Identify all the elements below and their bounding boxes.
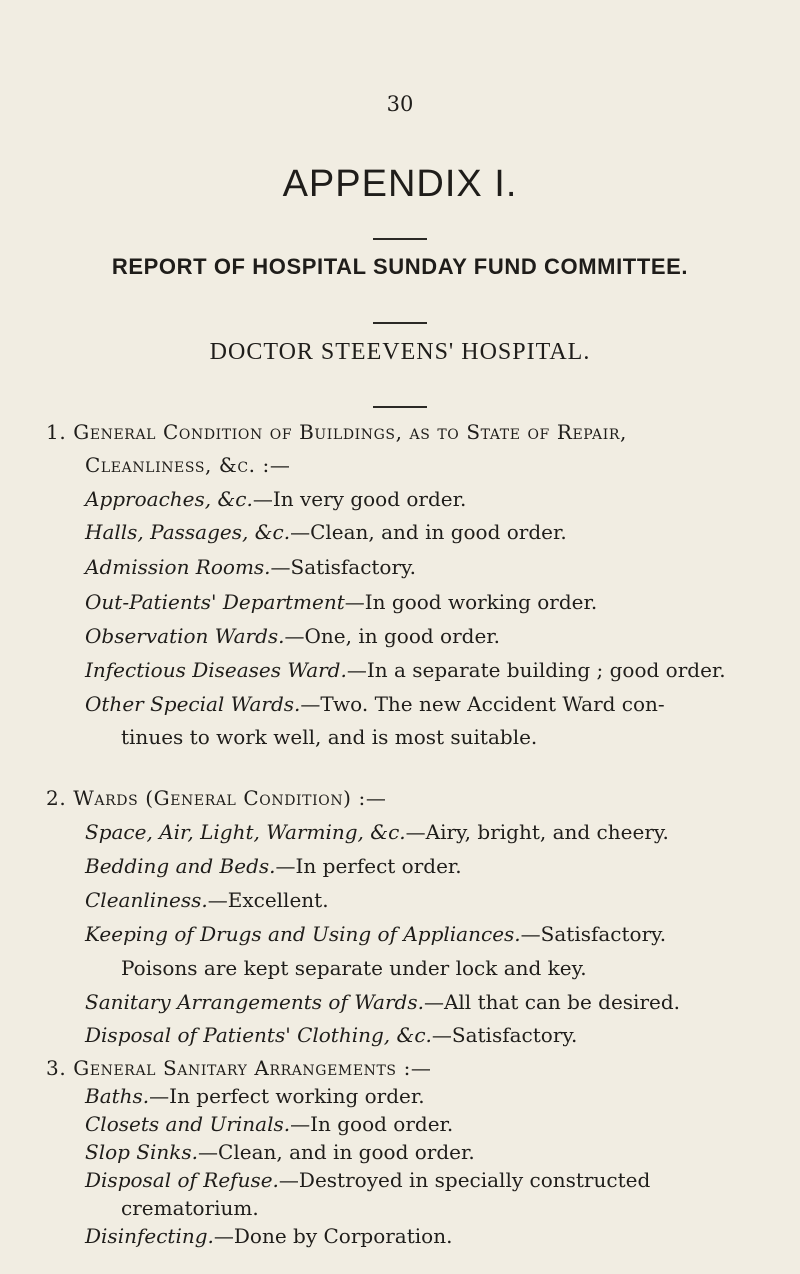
- list-item: [85, 886, 329, 914]
- item-text: —Clean, and in good order.: [198, 1140, 475, 1164]
- divider-rule: [373, 406, 427, 408]
- item-label: Closets and Urinals.: [85, 1112, 291, 1136]
- item-label: Sanitary Arrangements of Wards.: [85, 990, 424, 1014]
- list-item: [85, 818, 669, 846]
- item-text: —In very good order.: [252, 487, 467, 511]
- item-label: Keeping of Drugs and Using of Appliances.: [85, 922, 521, 946]
- item-continuation: crematorium.: [121, 1196, 259, 1220]
- list-item: [85, 1222, 452, 1250]
- list-item: [85, 518, 567, 546]
- list-item: [85, 852, 462, 880]
- item-text: —Destroyed in specially constructed: [278, 1168, 651, 1192]
- list-item: [85, 1110, 453, 1138]
- item-text: —In perfect working order.: [149, 1084, 425, 1108]
- item-text: —In good order.: [290, 1112, 454, 1136]
- item-label: Infectious Diseases Ward.: [85, 658, 347, 682]
- list-item: [85, 920, 666, 948]
- list-item: [85, 656, 726, 684]
- divider-rule: [373, 238, 427, 240]
- item-text: —Airy, bright, and cheery.: [405, 820, 669, 844]
- item-label: Disposal of Refuse.: [85, 1168, 279, 1192]
- item-text: —All that can be desired.: [423, 990, 681, 1014]
- item-label: Bedding and Beds.: [85, 854, 276, 878]
- item-label: Halls, Passages, &c.: [85, 520, 291, 544]
- list-item: [85, 588, 597, 616]
- item-text: —Excellent.: [207, 888, 329, 912]
- item-text: —Done by Corporation.: [213, 1224, 453, 1248]
- item-text: —Satisfactory.: [270, 555, 417, 579]
- item-text: —One, in good order.: [284, 624, 500, 648]
- item-text: —Satisfactory.: [520, 922, 667, 946]
- item-continuation: Poisons are kept separate under lock and key.: [121, 956, 587, 980]
- item-text: —Two. The new Accident Ward con-: [300, 692, 665, 716]
- item-label: Other Special Wards.: [85, 692, 301, 716]
- item-text: —In good working order.: [344, 590, 598, 614]
- page-number: 30: [386, 92, 414, 116]
- item-label: Baths.: [85, 1084, 150, 1108]
- item-label: Disposal of Patients' Clothing, &c.: [85, 1023, 432, 1047]
- item-label: Disinfecting.: [85, 1224, 214, 1248]
- divider-rule: [373, 322, 427, 324]
- item-label: Out-Patients' Department: [85, 590, 345, 614]
- list-item: [85, 622, 500, 650]
- hospital-name: DOCTOR STEEVENS' HOSPITAL.: [209, 339, 591, 365]
- section-1-heading-cont: Cleanliness, &c. :—: [85, 453, 291, 477]
- item-label: Cleanliness.: [85, 888, 208, 912]
- item-text: —In a separate building ; good order.: [346, 658, 726, 682]
- appendix-title: APPENDIX I.: [282, 163, 518, 205]
- report-title: REPORT OF HOSPITAL SUNDAY FUND COMMITTEE.: [111, 254, 689, 279]
- list-item: [85, 1138, 475, 1166]
- list-item: [85, 1082, 425, 1110]
- item-label: Approaches, &c.: [85, 487, 253, 511]
- list-item: [85, 1021, 577, 1049]
- item-label: Observation Wards.: [85, 624, 285, 648]
- list-item: [85, 1166, 650, 1194]
- item-text: —In perfect order.: [275, 854, 462, 878]
- section-2-heading: 2. Wards (General Condition) :—: [46, 786, 387, 810]
- item-label: Space, Air, Light, Warming, &c.: [85, 820, 406, 844]
- item-text: —Clean, and in good order.: [290, 520, 567, 544]
- list-item: [85, 553, 416, 581]
- item-label: Admission Rooms.: [85, 555, 271, 579]
- list-item: [85, 485, 466, 513]
- item-label: Slop Sinks.: [85, 1140, 199, 1164]
- section-3-heading: 3. General Sanitary Arrangements :—: [46, 1056, 432, 1080]
- section-1-heading: 1. General Condition of Buildings, as to State of Repair,: [46, 420, 627, 444]
- item-text: —Satisfactory.: [431, 1023, 578, 1047]
- list-item: [85, 690, 665, 718]
- list-item: [85, 988, 680, 1016]
- item-continuation: tinues to work well, and is most suitable.: [121, 725, 538, 749]
